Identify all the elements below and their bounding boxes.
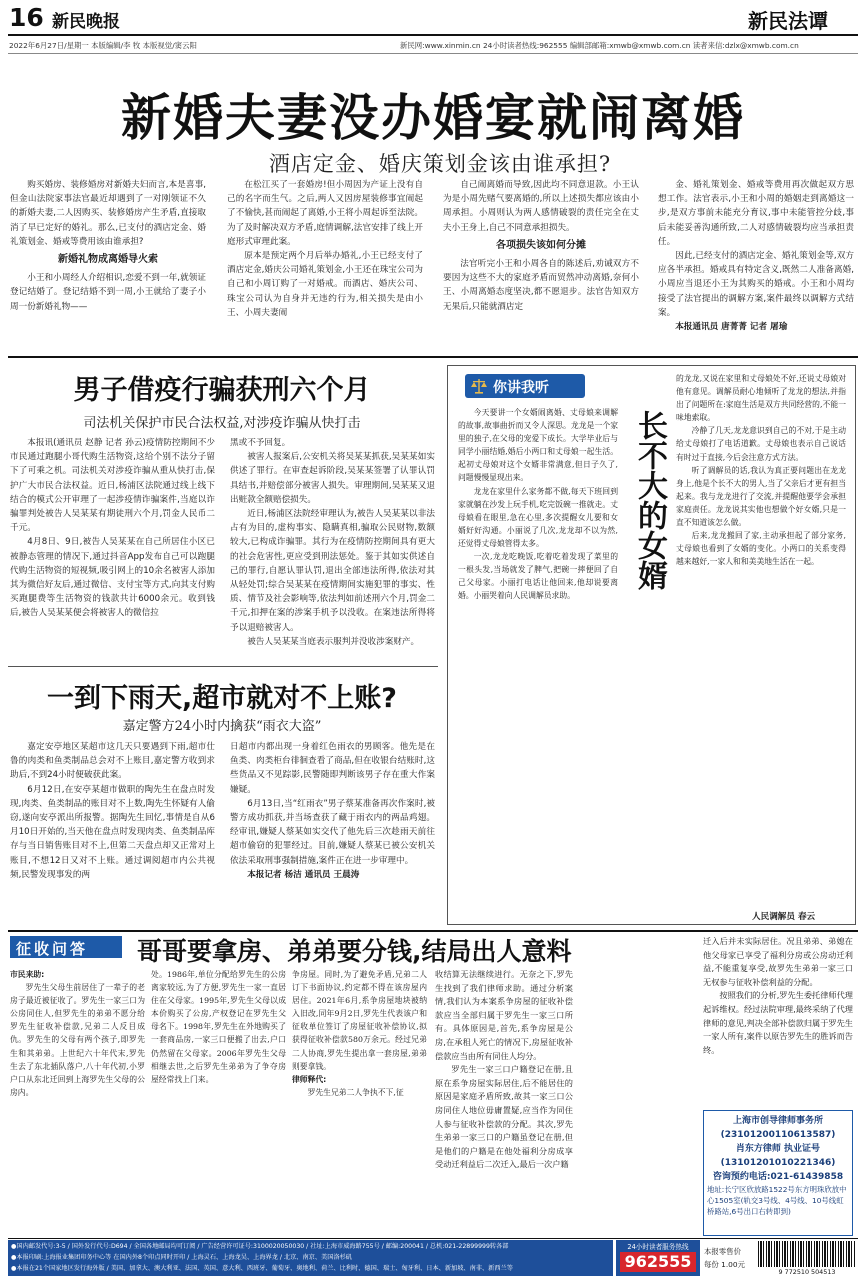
- story1-col-4: 金、婚礼策划金、婚戒等费用再次做起双方思想工作。法官表示,小王和小周的婚姻走到离婚这一步,是双方事前未能充分育议,事中未能管控分歧,事后未能妥善沟通所致,二人对感情破裂均应当承担责任。 因此,已经支付的酒店定金、婚礼策划金等,双方应各半承担。婚戒具有特定含义,既然二人准备离婚,小周应当退还小王为其购买的婚戒。小王和小周均接受了法官提出的调解方案,案件最终以调解方式结案。 本报通讯员 唐菁菁 记者 屠瑜: [658, 178, 854, 348]
- story3-col-1: 嘉定安亭地区某超市这几天只要遇到下雨,超市仕鲁的肉类和鱼类制品总会对不上账目,嘉定警方收到求助后,不到24小时便破获此案。 6月12日,在安亭某超市做职的陶先生在盘点时发现,肉类、鱼类制品的账目对不上数,陶先生怀疑有人偷窃,遂向安亭派出所报警。据陶先生回忆,事情是自从6月10日开始的,当天他在盘点时发现肉类、鱼类制品库存与当日销售账目对不上,但第二天盘点却又正常对上账目,不想12日又对不上账。通过调阅超市内公共视频,民警发现事发的两: [10, 742, 215, 880]
- story4-col-4: 收结算无法继续进行。无奈之下,罗先生找到了我们律师求助。通过分析案情,我们认为本案系争房屋的征收补偿款应当全部归属于罗先生一家三口所有。具体原因是,首先,系争房屋是公房,在承租人死亡的情况下,房屋征收补偿款应当由所有同住人均分。 罗先生一家三口户籍登记在册,且原在系争房屋实际居住,后不能居住的原因是家庭矛盾所致,故其一家三口公房同住人地位毋庸置疑,应当作为同住人参与征收补偿款的分配。其次,罗先生弟弟一家三口的户籍虽登记在册,但是他们的户籍是在他处福利分房成享受动迁利益后二次迁入,最后一次户籍: [435, 969, 573, 1170]
- story1-subheading-1: 新婚礼物成离婚导火索: [58, 254, 158, 266]
- footer-line-3: ●本报在21个国家地区发行海外版 / 美国、加拿大、澳大利亚、法国、英国、意大利、西班牙、葡萄牙、奥地利、荷兰、比利时、德国、瑞士、匈牙利、日本、新加坡、南非、新西兰等: [11, 1265, 513, 1272]
- law-firm-ad: [703, 1110, 853, 1236]
- story1-subheading-2: 各项损失该如何分摊: [496, 239, 586, 251]
- footer-rule: [8, 1238, 858, 1239]
- masthead-rule: [8, 34, 858, 36]
- story3-headline: 一到下雨天,超市就对不上账?: [47, 683, 397, 714]
- story2-headline: 男子借疫行骗获刑六个月: [73, 375, 371, 406]
- ad-hotline: 咨询预约电话:021-61439858: [712, 1172, 844, 1182]
- story1-col-2: 在松江买了一套婚房!但小周因为产证上没有自己的名字而生气。之后,两人又因房屋装修事宜闹起了不愉快,甚而闹起了离婚,小王将小周起诉至法院。为了及时解决双方矛盾,庭情调解,法官安排了线上开庭形式审理此案。 原本是预定两个月后举办婚礼,小王已经支付了酒店定金,婚庆公司婚礼策划金,小王还在珠宝公司为自己和小周订购了一对婚戒。而酒店、婚庆公司、珠宝公司认为自身并无违约行为,相关损失是由小王、小周夫妻闹: [227, 180, 423, 318]
- story1-headline: 新婚夫妻没办婚宴就闹离婚: [121, 89, 745, 147]
- ad-firm-phone: (23101200110613587): [720, 1130, 836, 1140]
- story3-byline: 本报记者 杨洁 通讯员 王晨涛: [247, 869, 360, 880]
- story4-tag: 征收问答: [16, 940, 89, 958]
- story1-bottom-rule: [8, 356, 858, 358]
- hotline-label: 24小时读者服务热线: [627, 1243, 689, 1251]
- price: 每份 1.00元: [704, 1260, 745, 1269]
- section-title: 新民法谭: [748, 9, 828, 33]
- column-col-A: 今天要讲一个女婿闹离婚、丈母娘来调解的故事,故事曲折而又令人深思。龙龙是一个家里的独子,在父母的宠爱下成长。大学毕业后与同学小丽结婚,婚后小两口和丈母娘一起生活。起初丈母娘对这个女婿非常满意,但日子久了,问题慢慢显现出来。 龙龙在家里什么家务都不做,每天下班回到家就躺在沙发上玩手机,吃完饭碗一推就走。丈母娘看在眼里,急在心里,多次提醒女儿要和女婿好好沟通。小丽说了几次,龙龙却不以为然,还觉得丈母娘管得太多。 一次,龙龙吃晚饭,吃着吃着发现了菜里的一根头发,当场就发了脾气,把碗一摔便回了自己父母家。小丽打电话让他回来,他却说要离婚。小丽哭着向人民调解员求助。: [458, 408, 618, 601]
- footer-line-2: ●本报印刷:上海报业集团印务中心等 在国内外8个印点同时开印 / 上海灵石、上海龙吴、上海界龙 / 北京、南京、美国洛杉矶: [11, 1254, 352, 1261]
- story1-col-1: 购买婚房、装修婚房对新婚夫妇而言,本是喜事,但金山法院家事法官最近却遇到了一对刚领证不久的新婚夫妻,二人因购买、装修婚房产生矛盾,直接取消了早已定好的婚礼。那么,已支付的酒店定金、婚礼策划金、婚戒等费用该由谁承担? 新婚礼物成离婚导火索 小王和小周经人介绍相识,恋爱不到一年,就领证登记结婚了。登记结婚不到一周,小王就给了妻子小周一份新婚礼物——: [10, 180, 206, 312]
- story4-col-3: 争房屋。同时,为了避免矛盾,兄弟二人订下书面协议,约定都不得在该房屋内居住。2021年6月,系争房屋地块被纳入旧改,同年9月2日,罗先生代表该户和征收单位签订了房屋征收补偿协议,拟获得征收补偿款580万余元。经过兄弟二人协商,罗先生提出拿一套房屋,弟弟则要拿钱。 律师释代: 罗先生兄弟二人争执不下,征: [292, 970, 427, 1097]
- footer-line-1: ●国内邮发代号:3-5 / 国外发行代号:D694 / 全国各地邮局均可订阅 / 广告经营许可证号:3100020050030 / 社址:上海市威海路755号 / 邮编:200041 / 总机:021-22899999转各部: [11, 1243, 509, 1250]
- story4-col-1: 市民来助: 罗先生父母生前居住了一辈子的老房子最近被征收了。罗先生一家三口为公房同住人,但罗先生的弟弟不愿分给罗先生征收补偿款,兄弟二人反目成仇。罗先生的父母有两个孩子,即罗先生和其弟弟。上世纪六十年代末,罗先生去了东北插队落户,八十年代初,小罗户口从东北迁回到上海罗先生父母的公房内。: [10, 970, 145, 1097]
- story1-col-3: 自己闹离婚而导致,因此均不同意退款。小王认为是小周先赌气要离婚的,所以上述损失都应该由小周承担。小周则认为两人感情破裂的责任完全在丈夫小王身上,自己不同意承担损失。 各项损失该如何分摊 法官听完小王和小周各自的陈述后,劝诫双方不要因为这些不大的家庭矛盾而贸然冲动离婚,奈何小王、小周离婚态度坚决,都不愿退步。法官告知双方无果后,只能就酒店定: [443, 180, 639, 312]
- ad-lawyer: 肖东方律师 执业证号: [735, 1144, 821, 1154]
- column-tag: 你讲我听: [493, 380, 549, 396]
- story2-subhead: 司法机关保护市民合法权益,对涉疫诈骗从快打击: [83, 416, 361, 431]
- story2-col-2: 黑或不予回复。 被害人报案后,公安机关将吴某某抓获,吴某某如实供述了罪行。在审查起诉阶段,吴某某签署了认罪认罚具结书,并赔偿部分被害人损失。审理期间,吴某某又退出赃款全额赔偿损失。 近日,杨浦区法院经审理认为,被告人吴某某以非法占有为目的,虚构事实、隐瞒真相,骗取公民财物,数额较大,已构成诈骗罪。其行为在疫情防控期间具有更大的社会危害性,更应受到刑法惩处。鉴于其如实供述自己的罪行,自愿认罪认罚,退出全部违法所得,依法对其从轻处罚;综合吴某某在疫情期间实施犯罪的事实、性质、情节及社会影响等,依法判如前述刑六个月,罚金二千元,扣押在案的涉案手机予以没收。在案违法所得将予以退赔被害人。 被告人吴某某当庭表示服判并没收涉案财产。: [230, 438, 435, 647]
- story2-col-1: 本报讯(通讯员 赵静 记者 孙云)疫情防控期间不少市民通过跑腿小哥代购生活物资,这给个别不法分子留下了可乘之机。司法机关对涉疫诈骗从重从快打击,保护广大市民合法权益。近日,杨浦区法院通过线上线下结合的模式公开审理了一起涉疫情诈骗案件,当庭以诈骗罪判处被告人吴某某有期徒刑六个月,罚金人民币二千元。 4月8日、9日,被告人吴某某在自己所居住小区已被静态管理的情况下,通过抖音App发布自己可以跑腿代购生活物资的短视频,吸引网上的10余名被害人添加其为微信好友后,通过微信、支付宝等方式,向其支付购买跑腿费等生活物资的钱款共计6000余元。收到钱后,被告人吴某某便会将被害人的微信拉: [10, 438, 215, 619]
- column-title: 长不大的女婿: [632, 410, 667, 590]
- page-number: 16: [9, 3, 44, 32]
- ad-address: 地址:长宁区欣放路1522号东方明珠欣放中心1505室(轨交3号线、4号线、10号线虹桥路站,6号出口右转即到): [707, 1185, 847, 1216]
- story1-byline: 本报通讯员 唐菁菁 记者 屠瑜: [675, 322, 788, 333]
- story4-col-5: 迁入后并未实际居住。况且弟弟、弟媳在他父母家已享受了福利分房或公房动迁利益,不能重复享受,故罗先生弟弟一家三口无权参与征收补偿利益的分配。 按照我们的分析,罗先生委托律师代理起诉维权。经过法院审理,最终采纳了代理律师的意见,判决全部补偿款归属于罗先生一家人所有,案件以原告罗先生的胜诉而告终。: [703, 936, 853, 1055]
- story4-headline: 哥哥要拿房、弟弟要分钱,结局出人意料: [137, 937, 572, 966]
- story1-subhead: 酒店定金、婚庆策划金该由谁承担?: [268, 152, 612, 176]
- story3-col-2: 日超市内都出现一身着红色雨衣的男顾客。他先是在鱼类、肉类柜台徘徊查看了商品,但在收银台结账时,这些货品又不见踪影,民警随即判断该男子存在重大作案嫌疑。 6月13日,当“红雨衣”男子蔡某准备再次作案时,被警方成功抓获,并当场查获了藏于雨衣内的两品鸡翅。经审讯,嫌疑人蔡某如实交代了他先后三次趁雨天前往超市偷窃的犯罪经过。目前,嫌疑人蔡某已被公安机关依法采取刑事强制措施,案件正在进一步审理中。 本报记者 杨洁 通讯员 王晨涛: [230, 740, 435, 926]
- hotline-number: 962555: [624, 1252, 692, 1271]
- scales-icon: [470, 377, 488, 395]
- date-line: 2022年6月27日/星期一 本版编辑/李 牧 本版视觉/窦云阳: [9, 41, 197, 50]
- price-label: 本报零售价: [704, 1247, 741, 1256]
- ad-firm: 上海市创导律师事务所: [732, 1116, 823, 1126]
- story4-col-2: 处。1986年,单位分配给罗先生的公房离家较远,为了方便,罗先生一家一直居住在父母家。1995年,罗先生父母以成本价购买了公房,产权登记在罗先生父母名下。1998年,罗先生在外地购买了一套商品房,一家三口便搬了出去,户口仍然留在父母家。2006年罗先生父母相继去世,之后罗先生弟弟为了争夺房屋经常找上门来。: [151, 970, 286, 1084]
- paper-name: 新民晚报: [52, 12, 120, 32]
- barcode-number: 9 772510 504513: [778, 1268, 836, 1276]
- ad-lawyer-id: (13101201010221346): [720, 1158, 836, 1168]
- column-byline: 人民调解员 春云: [752, 912, 816, 922]
- story2-bottom-rule: [8, 666, 438, 667]
- story3-subhead: 嘉定警方24小时内擒获“雨衣大盗”: [122, 719, 322, 734]
- barcode-icon: [758, 1241, 856, 1267]
- web-line: 新民网:www.xinmin.cn 24小时读者热线:962555 编辑部邮箱:xmwb@xmwb.com.cn 读者来信:dzlx@xmwb.com.cn: [400, 41, 799, 50]
- column-col-B: 的龙龙,又说在家里和丈母娘处不好,还说丈母娘对他有意见。调解员耐心地倾听了龙龙的想法,并指出了问题所在:家庭生活是双方共同经营的,不能一味地索取。 冷静了几天,龙龙意识到自己的不对,于是主动给丈母娘打了电话道歉。丈母娘也表示自己说话有时过于直接,今后会注意方式方法。 听了调解员的话,我认为真正要问题出在龙龙身上,他是个长不大的男人,当了父亲后才更有担当起来。我与龙龙进行了交流,并提醒他要学会承担家庭责任。龙龙说其实他也想做个好女婿,只是一直不知道该怎么做。 后来,龙龙搬回了家,主动承担起了部分家务,丈母娘也看到了女婿的变化。小两口的关系变得越来越好,一家人和和美美地生活在一起。: [676, 374, 846, 567]
- masthead-rule-2: [8, 53, 858, 54]
